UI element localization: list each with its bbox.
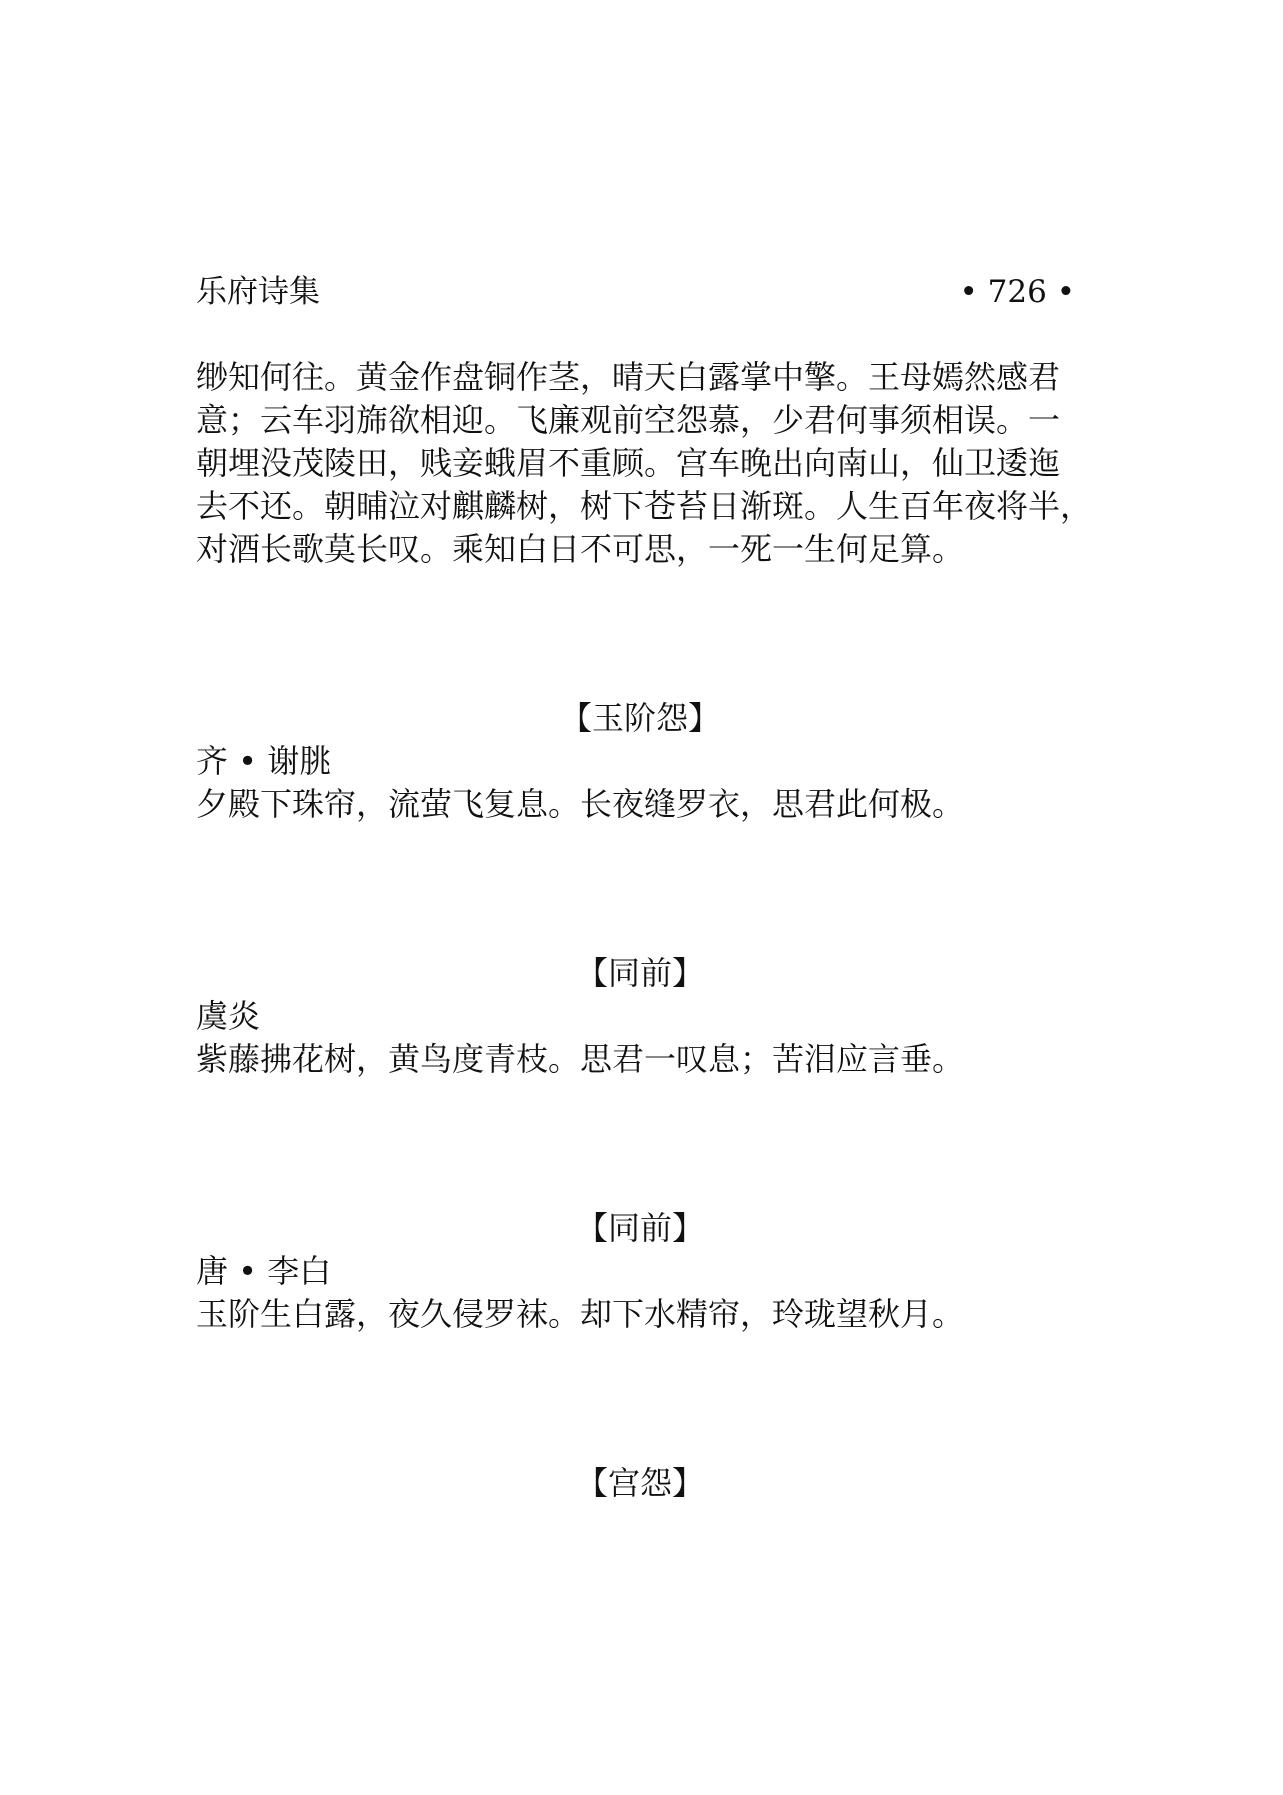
poem-text: 玉阶生白露，夜久侵罗袜。却下水精帘，玲珑望秋月。 xyxy=(196,1295,965,1333)
poem-text: 夕殿下珠帘，流萤飞复息。长夜缝罗衣，思君此何极。 xyxy=(196,785,965,823)
poem-line: 缈知何往。黄金作盘铜作茎，晴天白露掌中擎。王母嫣然感君 xyxy=(196,358,1061,396)
poem-line: 去不还。朝晡泣对麒麟树，树下苍苔日渐斑。人生百年夜将半， xyxy=(196,487,1093,525)
poem-author: 唐 • 李白 xyxy=(196,1252,332,1290)
poem-title: 【玉阶怨】 xyxy=(559,699,720,737)
poem-author: 齐 • 谢朓 xyxy=(196,742,332,780)
poem-line: 对酒长歌莫长叹。乘知白日不可思，一死一生何足算。 xyxy=(196,530,965,568)
running-header-title: 乐府诗集 xyxy=(196,274,320,310)
poem-text: 紫藤拂花树，黄鸟度青枝。思君一叹息；苦泪应言垂。 xyxy=(196,1040,965,1078)
poem-author: 虞炎 xyxy=(196,997,261,1035)
poem-title: 【同前】 xyxy=(575,1209,704,1247)
poem-line: 朝埋没茂陵田，贱妾蛾眉不重顾。宫车晚出向南山，仙卫逶迤 xyxy=(196,444,1061,482)
page-number: • 726 • xyxy=(959,274,1075,310)
poem-line: 意；云车羽旆欲相迎。飞廉观前空怨慕，少君何事须相误。一 xyxy=(196,401,1061,439)
poem-title: 【同前】 xyxy=(575,954,704,992)
poem-title: 【宫怨】 xyxy=(575,1464,704,1502)
